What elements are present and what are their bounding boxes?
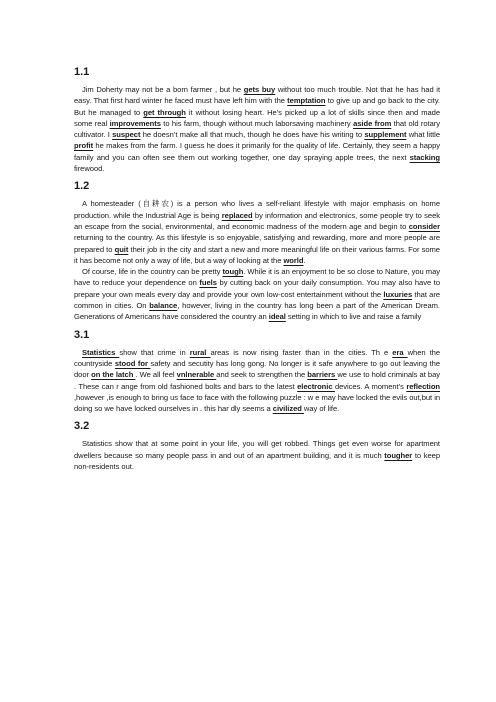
text-run: by cutting back on your daily consumption. You may also have to prepare your own meals every day and provide your own low-cost entertainment without the	[74, 278, 440, 299]
paragraph	[74, 347, 440, 415]
filled-blank-word: improvements	[109, 118, 161, 128]
paragraph	[74, 198, 440, 266]
section-3-2	[74, 420, 440, 472]
text-run: show that crime in	[119, 347, 190, 357]
text-run: to his farm, though without much laborsaving machinery	[160, 118, 354, 128]
text-run: . We all feel	[135, 370, 177, 380]
text-run: it without losing heart. He’s picked up a lot of skills since then and made some real	[74, 107, 440, 128]
text-run: without too much trouble. Not that he has had it easy. That first hard winter he faced must have left him with the	[74, 85, 440, 106]
filled-blank-word: quit	[114, 244, 129, 254]
filled-blank-word: get through	[143, 107, 186, 117]
filled-blank-word: suspect	[112, 130, 141, 140]
text-run: way of life.	[303, 404, 340, 414]
filled-blank-word: on the latch	[91, 370, 136, 380]
filled-blank-word: consider	[408, 221, 440, 231]
filled-blank-word: replaced	[221, 210, 253, 220]
text-run: when the countryside	[74, 347, 441, 368]
text-run: by information and electronics, some people try to seek an escape from the social, environmental, and economic madness of the modern age and begin to	[74, 210, 440, 231]
text-run: returning to the country. As this lifestyle is so enjoyable, satisfying and rewarding, more and more people are prepared to	[74, 233, 440, 254]
text-run: devices. A moment’s	[334, 381, 407, 391]
section-1-1	[74, 66, 440, 174]
section-heading: 3.1	[74, 328, 90, 341]
paragraph	[74, 438, 440, 472]
section-heading: 1.1	[74, 66, 90, 78]
text-run: ,however ,is enough to bring us face to face with the following puzzle : w e may have locked the evils out,but in doing so we have locked ourselves in . this har dly seems a	[74, 392, 440, 414]
filled-blank-word: tougher	[384, 450, 413, 460]
text-run: Jim Doherty may not be a born farmer , but he	[82, 85, 244, 94]
filled-blank-word: world	[283, 255, 304, 265]
filled-blank-word: civilized	[272, 404, 304, 414]
filled-blank-word: supplement	[364, 130, 407, 140]
paragraph	[74, 84, 440, 174]
text-run: what little	[406, 130, 440, 140]
text-run: he makes from the farm. I guess he does it primarily for the quality of life. Certainly, they seem a happy family and you can often see them out working together, one day spraying apple trees, the next	[74, 141, 440, 162]
section-1-2	[74, 180, 440, 322]
filled-blank-word: luxuries	[383, 289, 413, 299]
section-heading: 1.2	[74, 180, 90, 193]
text-run: Statistics show that at some point in your life, you will get robbed. Things get even worse for apartment dwellers because so many people pass in and out of an apartment building, and it is much	[74, 439, 440, 460]
section-heading: 3.2	[74, 420, 90, 433]
filled-blank-word: era	[392, 347, 408, 357]
filled-blank-word: electronic	[297, 381, 335, 391]
filled-blank-word: reflection	[406, 381, 440, 391]
filled-blank-word: stood for	[114, 358, 151, 368]
filled-blank-word: balance	[149, 301, 178, 311]
text-run: to keep non-residents out.	[74, 450, 440, 472]
filled-blank-word: stacking	[409, 152, 440, 162]
text-run: .	[303, 255, 306, 265]
text-run: A homesteader (自耕农) is a person who lives a self-reliant lifestyle with major emphasis on home production. while the Industrial Age is being	[74, 199, 440, 220]
text-run: that old rotary cultivator. I	[74, 118, 441, 140]
filled-blank-word: Statistics	[82, 347, 120, 357]
text-run: safety and secutity has long gong. No longer is it safe anywhere to go out leaving the door	[74, 358, 440, 380]
filled-blank-word: barriers	[307, 370, 338, 380]
filled-blank-word: fuels	[199, 278, 217, 288]
filled-blank-word: gets buy	[243, 85, 276, 94]
text-run: to give up and go back to the city. But he managed to	[74, 96, 440, 117]
text-run: that are common in cities. On	[74, 289, 440, 311]
text-run: . While it is an enjoyment to be so close to Nature, you may have to reduce your dependence on	[74, 267, 440, 288]
filled-blank-word: profit	[74, 141, 94, 151]
filled-blank-word: temptation	[287, 96, 326, 106]
filled-blank-word: vnlnerable	[176, 370, 217, 380]
text-run: and seek to strengthen the	[216, 370, 308, 380]
text-run: their job in the city and start a new and more meaningful life on their various farms. For some it has become not only a way of life, but a way of looking at the	[74, 244, 440, 265]
paragraph	[74, 266, 440, 322]
filled-blank-word: rural	[189, 347, 211, 357]
filled-blank-word: ideal	[268, 312, 286, 322]
text-run: setting in which to live and raise a family	[285, 312, 422, 322]
filled-blank-word: aside from	[353, 118, 392, 128]
text-run: we use to hold criminals at bay . These can r ange from old fashioned bolts and bars to the latest	[74, 370, 441, 391]
text-run: Of course, life in the country can be pretty	[82, 267, 223, 277]
text-run: , however, living in the country has long been a part of the American Dream. Generations of Americans have considered the country an	[74, 301, 440, 322]
section-3-1	[74, 329, 440, 415]
filled-blank-word: tough	[222, 267, 244, 277]
text-run: he doesn’t make all that much, though he does have his writing to	[140, 130, 365, 140]
text-run: areas is now rising faster than in the cities. Th e	[210, 347, 393, 357]
text-run: firewood.	[74, 164, 105, 174]
